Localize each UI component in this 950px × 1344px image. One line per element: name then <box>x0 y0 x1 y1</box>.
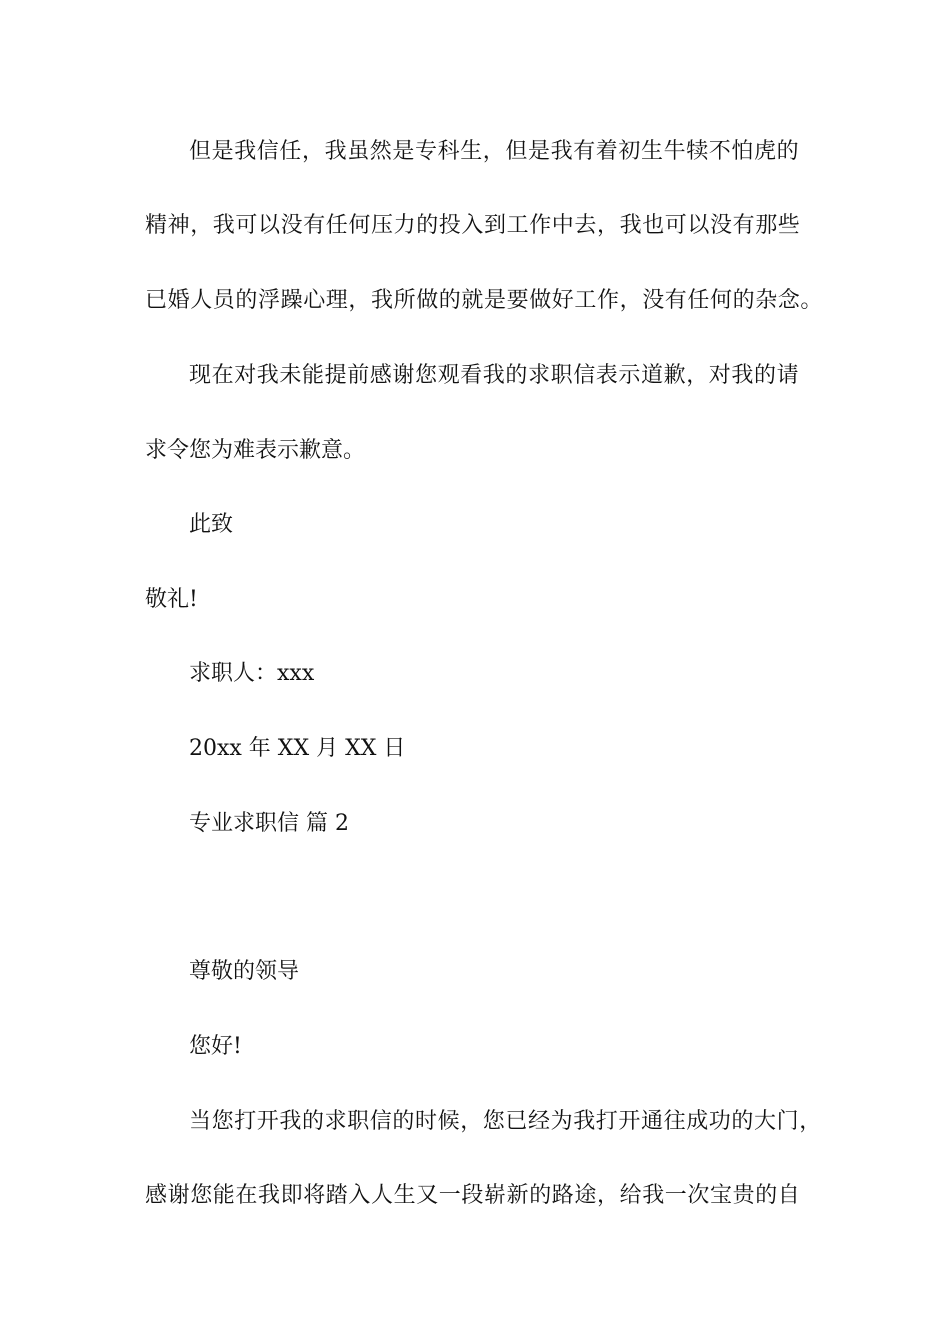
paragraph-line: 现在对我未能提前感谢您观看我的求职信表示道歉，对我的请 <box>189 363 800 388</box>
paragraph-line: 精神，我可以没有任何压力的投入到工作中去，我也可以没有那些 <box>145 213 801 238</box>
greeting-recipient: 尊敬的领导 <box>189 959 300 984</box>
paragraph-line: 感谢您能在我即将踏入人生又一段崭新的路途，给我一次宝贵的自 <box>145 1183 801 1208</box>
paragraph-line: 当您打开我的求职信的时候，您已经为我打开通往成功的大门， <box>189 1109 822 1134</box>
paragraph-line: 求令您为难表示歉意。 <box>145 438 366 463</box>
section-title: 专业求职信 篇 2 <box>189 811 349 836</box>
salute-text: 敬礼! <box>145 587 198 612</box>
paragraph-line: 已婚人员的浮躁心理，我所做的就是要做好工作，没有任何的杂念。 <box>145 288 824 313</box>
closing-text: 此致 <box>189 512 234 537</box>
date-text: 20xx 年 XX 月 XX 日 <box>189 736 406 761</box>
paragraph-line: 但是我信任，我虽然是专科生，但是我有着初生牛犊不怕虎的 <box>189 139 800 164</box>
signature-text: 求职人：xxx <box>189 661 315 686</box>
greeting-text: 您好! <box>189 1034 242 1059</box>
